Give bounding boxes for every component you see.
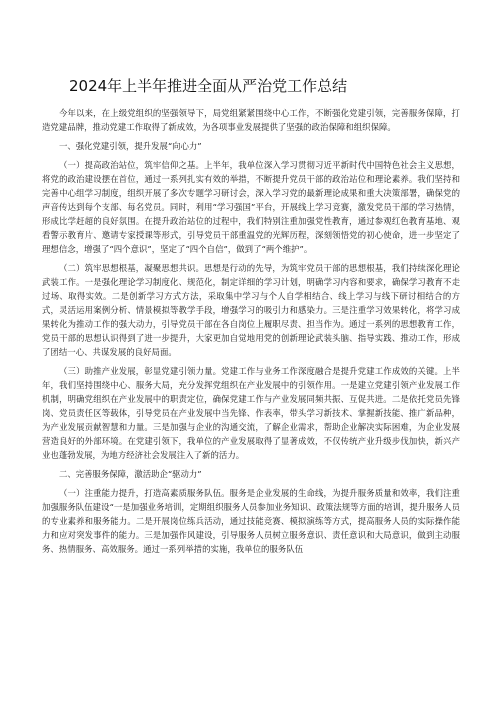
- section-1-paragraph-2: （二）筑牢思想根基，凝聚思想共识。思想是行动的先导，为筑牢党员干部的思想根基，我们持续深化理论武装工作。一是强化理论学习制度化、规范化，制定详细的学习计划，明确学习内容和要求，确保学习教育不走过场、取得实效。二是创新学习方式方法，采取集中学习与个人自学相结合、线上学习与线下研讨相结合的方式，灵活运用案例分析、情景模拟等教学手段，增强学习的吸引力和感染力。三是注重学习效果转化，将学习成果转化为推动工作的强大动力，引导党员干部在各自岗位上履职尽责、担当作为。通过一系列的思想教育工作，党员干部的思想认识得到了进一步提升，大家更加自觉地用党的创新理论武装头脑、指导实践、推动工作，形成了团结一心、共谋发展的良好局面。: [42, 263, 460, 357]
- section-1-paragraph-3: （三）助推产业发展，彰显党建引领力量。党建工作与业务工作深度融合是提升党建工作成效的关键。上半年，我们坚持围绕中心、服务大局，充分发挥党组织在产业发展中的引领作用。一是建立党建引领产业发展工作机制，明确党组织在产业发展中的职责定位，确保党建工作与产业发展同频共振、互促共进。二是依托党员先锋岗、党员责任区等载体，引导党员在产业发展中当先锋、作表率，带头学习新技术、掌握新技能、推广新品种，为产业发展贡献智慧和力量。三是加强与企业的沟通交流，了解企业需求，帮助企业解决实际困难，为企业发展营造良好的外部环境。在党建引领下，我单位的产业发展取得了显著成效，不仅传统产业升级步伐加快，新兴产业也蓬勃发展，为地方经济社会发展注入了新的活力。: [42, 366, 460, 460]
- intro-paragraph: 今年以来，在上级党组织的坚强领导下，局党组紧紧围绕中心工作，不断强化党建引领，完善服务保障，打造党建品牌，推动党建工作取得了新成效，为各项事业发展提供了坚强的政治保障和组织保障。: [42, 108, 460, 132]
- section-2-paragraph-1: （一）注重能力提升，打造高素质服务队伍。服务是企业发展的生命线，为提升服务质量和效率，我们注重加强服务队伍建设“一是加强业务培训，定期组织服务人员参加业务知识、政策法规等方面的培训，提升服务人员的专业素养和服务能力。二是开展岗位练兵活动，通过技能竞赛、模拟演练等方式，提高服务人员的实际操作能力和应对突发事件的能力。三是加强作风建设，引导服务人员树立服务意识、责任意识和大局意识，做到主动服务、热情服务、高效服务。通过一系列举措的实施，我单位的服务队伍: [42, 488, 460, 554]
- section-2-heading: 二、完善服务保障，激活助企“驱动力”: [59, 469, 202, 479]
- section-1-paragraph-1: （一）提高政治站位，筑牢信仰之基。上半年，我单位深入学习贯彻习近平新时代中国特色社会主义思想，将党的政治建设摆在首位，通过一系列扎实有效的举措，不断提升党员干部的政治站位和理论素养。我们坚持和完善中心组学习制度，组织开展了多次专题学习研讨会，深入学习党的最新理论成果和重大决策部署，确保党的声音传达到每个支部、每名党员。同时，利用“学习强国”平台，开展线上学习竞赛，激发党员干部的学习热情，形成比学赶超的良好氛围。在提升政治站位的过程中，我们特别注重加强党性教育，通过参观红色教育基地、观看警示教育片、邀请专家授课等形式，引导党员干部重温党的光辉历程，深刻领悟党的初心使命，进一步坚定了理想信念，增强了“四个意识”，坚定了“四个自信”，做到了“两个维护”。: [42, 160, 460, 254]
- section-1-heading: 一、强化党建引领，提升发展“向心力”: [59, 141, 202, 151]
- document-title: 2024年上半年推进全面从严治党工作总结: [69, 77, 348, 95]
